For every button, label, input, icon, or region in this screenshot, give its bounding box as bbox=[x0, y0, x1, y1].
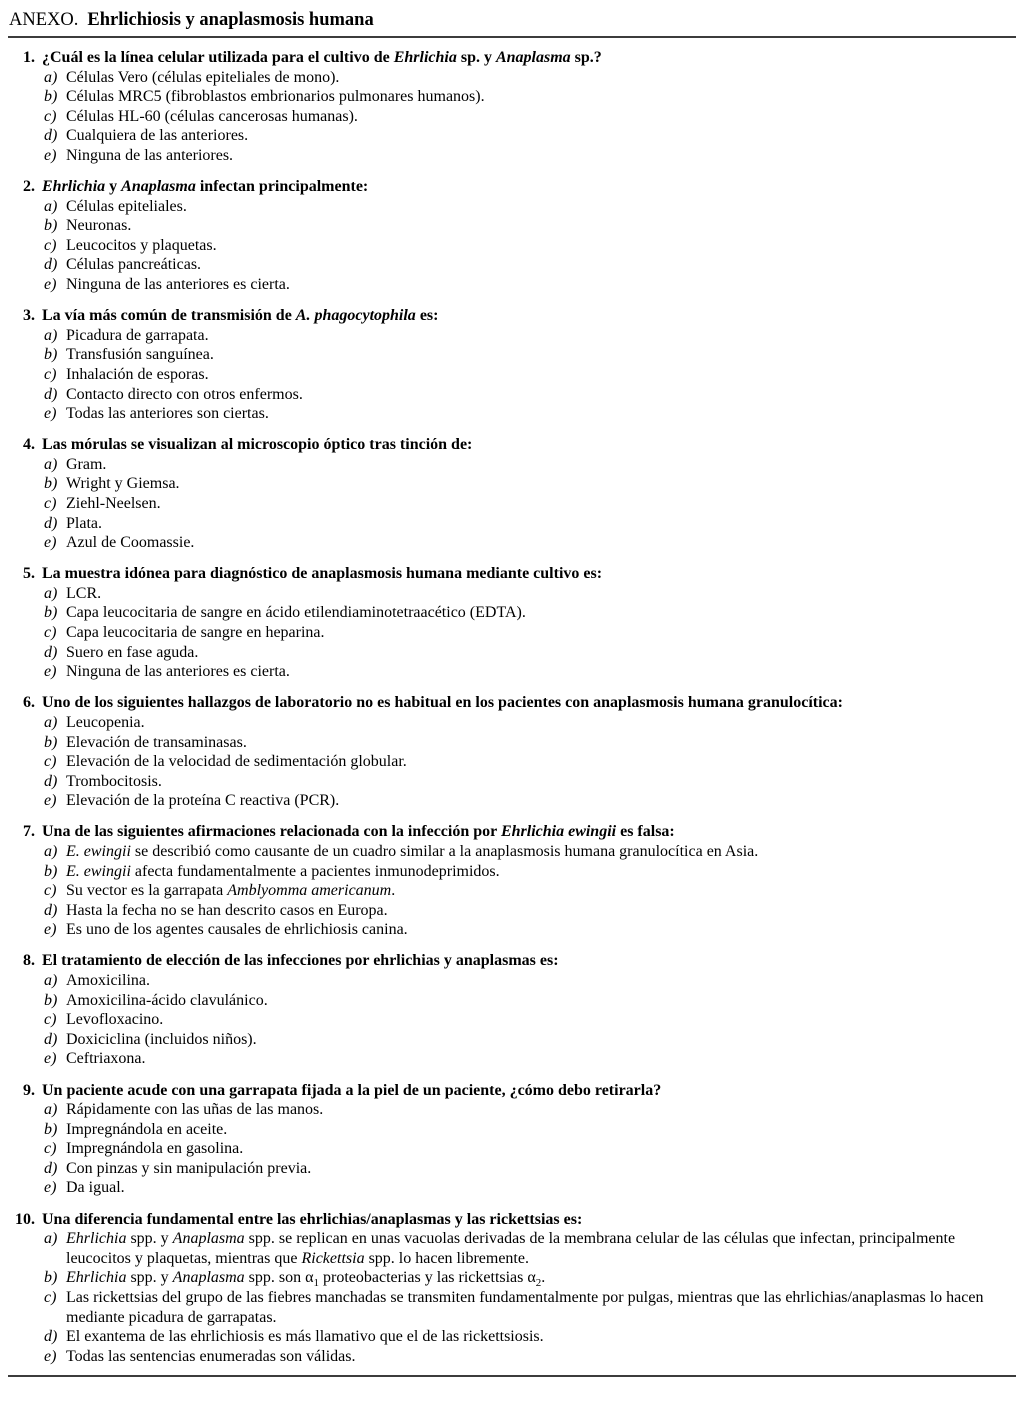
option-letter: e) bbox=[44, 1179, 57, 1197]
question-number: 10. bbox=[15, 1210, 35, 1228]
option-letter: c) bbox=[44, 624, 57, 642]
option-letter: d) bbox=[44, 1030, 58, 1048]
answer-option bbox=[44, 1229, 1016, 1268]
option-letter: c) bbox=[44, 1011, 57, 1029]
answer-option bbox=[44, 514, 1016, 534]
answer-option bbox=[44, 662, 1016, 682]
question-title: Una de las siguientes afirmaciones relacionada con la infección por Ehrlichia ewingii es falsa: bbox=[42, 823, 675, 841]
option-letter: c) bbox=[44, 365, 57, 383]
option-text: Suero en fase aguda. bbox=[66, 643, 199, 661]
answer-option bbox=[44, 623, 1016, 643]
option-text: Leucocitos y plaquetas. bbox=[66, 236, 217, 254]
option-text: LCR. bbox=[66, 584, 102, 602]
option-text: Todas las anteriores son ciertas. bbox=[66, 405, 269, 423]
answer-option bbox=[44, 126, 1016, 146]
option-letter: b) bbox=[44, 733, 58, 751]
option-letter: e) bbox=[44, 146, 57, 164]
question bbox=[8, 1210, 1016, 1367]
question-title: Las mórulas se visualizan al microscopio óptico tras tinción de: bbox=[42, 436, 473, 454]
question-title: Un paciente acude con una garrapata fijada a la piel de un paciente, ¿cómo debo retirarla? bbox=[42, 1081, 662, 1099]
option-text: Ninguna de las anteriores es cierta. bbox=[66, 276, 290, 294]
option-letter: e) bbox=[44, 276, 57, 294]
option-letter: e) bbox=[44, 792, 57, 810]
answer-option bbox=[44, 991, 1016, 1011]
option-text: Impregnándola en gasolina. bbox=[66, 1140, 244, 1158]
option-letter: c) bbox=[44, 882, 57, 900]
option-text: Su vector es la garrapata Amblyomma americanum. bbox=[66, 882, 396, 900]
option-text: Trombocitosis. bbox=[66, 772, 162, 790]
option-text: Elevación de la velocidad de sedimentación globular. bbox=[66, 753, 407, 771]
answer-option bbox=[44, 603, 1016, 623]
answer-option bbox=[44, 275, 1016, 295]
option-letter: c) bbox=[44, 1140, 57, 1158]
option-letter: c) bbox=[44, 1288, 57, 1306]
annex-prefix: ANEXO. bbox=[9, 10, 79, 30]
option-text: Picadura de garrapata. bbox=[66, 326, 209, 344]
answer-option bbox=[44, 385, 1016, 405]
answer-option bbox=[44, 643, 1016, 663]
option-letter: d) bbox=[44, 514, 58, 532]
answer-option bbox=[44, 146, 1016, 166]
question-number: 6. bbox=[23, 694, 35, 712]
option-letter: c) bbox=[44, 494, 57, 512]
question bbox=[8, 435, 1016, 553]
option-text: Ziehl-Neelsen. bbox=[66, 494, 161, 512]
option-text: E. ewingii afecta fundamentalmente a pacientes inmunodeprimidos. bbox=[66, 862, 500, 880]
answer-option bbox=[44, 255, 1016, 275]
answer-option bbox=[44, 881, 1016, 901]
option-letter: b) bbox=[44, 88, 58, 106]
answer-option bbox=[44, 842, 1016, 862]
question bbox=[8, 48, 1016, 166]
answer-option bbox=[44, 494, 1016, 514]
question-number: 8. bbox=[23, 952, 35, 970]
option-letter: c) bbox=[44, 236, 57, 254]
answer-option bbox=[44, 1010, 1016, 1030]
option-letter: b) bbox=[44, 862, 58, 880]
option-letter: a) bbox=[44, 326, 58, 344]
answer-option bbox=[44, 901, 1016, 921]
question-title: El tratamiento de elección de las infecciones por ehrlichias y anaplasmas es: bbox=[42, 952, 559, 970]
option-letter: d) bbox=[44, 127, 58, 145]
option-text: El exantema de las ehrlichiosis es más llamativo que el de las rickettsiosis. bbox=[66, 1328, 544, 1346]
option-letter: b) bbox=[44, 604, 58, 622]
option-letter: e) bbox=[44, 663, 57, 681]
answer-option bbox=[44, 584, 1016, 604]
answer-option bbox=[44, 713, 1016, 733]
answer-option bbox=[44, 1178, 1016, 1198]
option-text: Amoxicilina. bbox=[66, 972, 150, 990]
option-letter: a) bbox=[44, 1101, 58, 1119]
answer-option bbox=[44, 920, 1016, 940]
option-text: E. ewingii se describió como causante de un cuadro similar a la anaplasmosis humana granulocítica en Asia. bbox=[66, 842, 759, 860]
question-number: 5. bbox=[23, 565, 35, 583]
option-letter: c) bbox=[44, 753, 57, 771]
answer-option bbox=[44, 733, 1016, 753]
question-list bbox=[8, 38, 1016, 1366]
question-number: 3. bbox=[23, 307, 35, 325]
option-text: Capa leucocitaria de sangre en heparina. bbox=[66, 624, 325, 642]
option-letter: b) bbox=[44, 475, 58, 493]
option-letter: b) bbox=[44, 991, 58, 1009]
option-letter: a) bbox=[44, 972, 58, 990]
option-letter: a) bbox=[44, 1230, 58, 1248]
option-text: Levofloxacino. bbox=[66, 1011, 164, 1029]
answer-option bbox=[44, 474, 1016, 494]
answer-option bbox=[44, 68, 1016, 88]
option-letter: a) bbox=[44, 842, 58, 860]
option-text: Ceftriaxona. bbox=[66, 1050, 146, 1068]
answer-option bbox=[44, 1347, 1016, 1367]
option-text: Azul de Coomassie. bbox=[66, 534, 195, 552]
answer-option bbox=[44, 236, 1016, 256]
answer-option bbox=[44, 533, 1016, 553]
answer-option bbox=[44, 326, 1016, 346]
page-title: Ehrlichiosis y anaplasmosis humana bbox=[87, 10, 374, 30]
option-letter: d) bbox=[44, 256, 58, 274]
option-text: Células pancreáticas. bbox=[66, 256, 202, 274]
option-letter: b) bbox=[44, 1120, 58, 1138]
option-letter: b) bbox=[44, 346, 58, 364]
answer-option bbox=[44, 1030, 1016, 1050]
option-text: Ninguna de las anteriores es cierta. bbox=[66, 663, 290, 681]
answer-option bbox=[44, 862, 1016, 882]
question-title: La muestra idónea para diagnóstico de anaplasmosis humana mediante cultivo es: bbox=[42, 565, 603, 583]
option-letter: e) bbox=[44, 534, 57, 552]
question-number: 9. bbox=[23, 1081, 35, 1099]
question bbox=[8, 306, 1016, 424]
option-text: Capa leucocitaria de sangre en ácido etilendiaminotetraacético (EDTA). bbox=[66, 604, 526, 622]
option-letter: d) bbox=[44, 1328, 58, 1346]
answer-option bbox=[44, 216, 1016, 236]
option-text: Rápidamente con las uñas de las manos. bbox=[66, 1101, 324, 1119]
option-letter: e) bbox=[44, 921, 57, 939]
option-letter: a) bbox=[44, 713, 58, 731]
option-text: Contacto directo con otros enfermos. bbox=[66, 385, 303, 403]
answer-option bbox=[44, 1120, 1016, 1140]
option-letter: e) bbox=[44, 1050, 57, 1068]
question-number: 1. bbox=[23, 49, 35, 66]
option-letter: a) bbox=[44, 584, 58, 602]
option-text: Todas las sentencias enumeradas son válidas. bbox=[66, 1347, 356, 1365]
option-text: Células epiteliales. bbox=[66, 197, 187, 215]
option-text: Hasta la fecha no se han descrito casos en Europa. bbox=[66, 901, 388, 919]
option-letter: d) bbox=[44, 772, 58, 790]
answer-option bbox=[44, 1159, 1016, 1179]
answer-option bbox=[44, 1268, 1016, 1288]
answer-option bbox=[44, 455, 1016, 475]
answer-option bbox=[44, 404, 1016, 424]
question-title: La vía más común de transmisión de A. phagocytophila es: bbox=[42, 307, 439, 325]
option-text: Neuronas. bbox=[66, 217, 132, 235]
option-text: Gram. bbox=[66, 455, 107, 473]
question bbox=[8, 1081, 1016, 1199]
question bbox=[8, 951, 1016, 1069]
answer-option bbox=[44, 107, 1016, 127]
question-title: Ehrlichia y Anaplasma infectan principalmente: bbox=[42, 178, 369, 196]
option-letter: b) bbox=[44, 217, 58, 235]
option-text: Impregnándola en aceite. bbox=[66, 1120, 228, 1138]
option-letter: d) bbox=[44, 901, 58, 919]
answer-option bbox=[44, 752, 1016, 772]
option-letter: c) bbox=[44, 107, 57, 125]
option-text: Inhalación de esporas. bbox=[66, 365, 209, 383]
option-letter: a) bbox=[44, 455, 58, 473]
answer-option bbox=[44, 1327, 1016, 1347]
option-text: Células Vero (células epiteliales de mono). bbox=[66, 68, 340, 86]
question bbox=[8, 822, 1016, 940]
answer-option bbox=[44, 791, 1016, 811]
question-title: Uno de los siguientes hallazgos de laboratorio no es habitual en los pacientes con anaplasmosis humana granulocítica: bbox=[42, 694, 843, 712]
option-text: Leucopenia. bbox=[66, 713, 145, 731]
answer-option bbox=[44, 87, 1016, 107]
option-text: Con pinzas y sin manipulación previa. bbox=[66, 1159, 312, 1177]
option-text: Ehrlichia spp. y Anaplasma spp. se replican en unas vacuolas derivadas de la membrana celular de las células que infectan, principalmente leucocitos y plaquetas, mientras que Rickettsia spp. lo hacen libremente. bbox=[66, 1230, 956, 1267]
answer-option bbox=[44, 772, 1016, 792]
option-text: Es uno de los agentes causales de ehrlichiosis canina. bbox=[66, 921, 408, 939]
option-text: Transfusión sanguínea. bbox=[66, 346, 214, 364]
answer-option bbox=[44, 365, 1016, 385]
question-number: 2. bbox=[23, 178, 35, 196]
answer-option bbox=[44, 345, 1016, 365]
option-text: Doxiciclina (incluidos niños). bbox=[66, 1030, 257, 1048]
option-text: Células HL-60 (células cancerosas humanas). bbox=[66, 107, 358, 125]
option-letter: e) bbox=[44, 405, 57, 423]
option-text: Las rickettsias del grupo de las fiebres manchadas se transmiten fundamentalmente por pulgas, mientras que las ehrlichias/anaplasmas lo hacen mediante picadura de garrapatas. bbox=[66, 1288, 984, 1326]
option-letter: d) bbox=[44, 1159, 58, 1177]
option-text: Cualquiera de las anteriores. bbox=[66, 127, 249, 145]
answer-option bbox=[44, 1139, 1016, 1159]
answer-option bbox=[44, 197, 1016, 217]
option-text: Amoxicilina-ácido clavulánico. bbox=[66, 991, 268, 1009]
question bbox=[8, 564, 1016, 682]
answer-option bbox=[44, 1288, 1016, 1327]
option-letter: a) bbox=[44, 68, 58, 86]
option-text: Elevación de la proteína C reactiva (PCR). bbox=[66, 792, 340, 810]
answer-option bbox=[44, 1049, 1016, 1069]
question-number: 7. bbox=[23, 823, 35, 841]
answer-option bbox=[44, 971, 1016, 991]
option-text: Ninguna de las anteriores. bbox=[66, 146, 234, 164]
question-title: Una diferencia fundamental entre las ehrlichias/anaplasmas y las rickettsias es: bbox=[42, 1210, 583, 1228]
option-text: Da igual. bbox=[66, 1179, 125, 1197]
question bbox=[8, 693, 1016, 811]
option-text: Ehrlichia spp. y Anaplasma spp. son $\alpha_1$ proteobacterias y las rickettsias $\alpha_2$. bbox=[66, 1269, 546, 1290]
option-letter: d) bbox=[44, 643, 58, 661]
option-text: Células MRC5 (fibroblastos embrionarios pulmonares humanos). bbox=[66, 88, 485, 106]
question-number: 4. bbox=[23, 436, 35, 454]
option-letter: b) bbox=[44, 1269, 58, 1287]
option-text: Elevación de transaminasas. bbox=[66, 733, 247, 751]
question-title: ¿Cuál es la línea celular utilizada para el cultivo de Ehrlichia sp. y Anaplasma sp.? bbox=[42, 49, 602, 66]
question bbox=[8, 177, 1016, 295]
option-text: Wright y Giemsa. bbox=[66, 475, 180, 493]
answer-option bbox=[44, 1100, 1016, 1120]
option-text: Plata. bbox=[66, 514, 102, 532]
option-letter: a) bbox=[44, 197, 58, 215]
footer-rule bbox=[8, 1375, 1016, 1377]
document-header bbox=[8, 8, 1016, 32]
option-letter: d) bbox=[44, 385, 58, 403]
option-letter: e) bbox=[44, 1347, 57, 1365]
